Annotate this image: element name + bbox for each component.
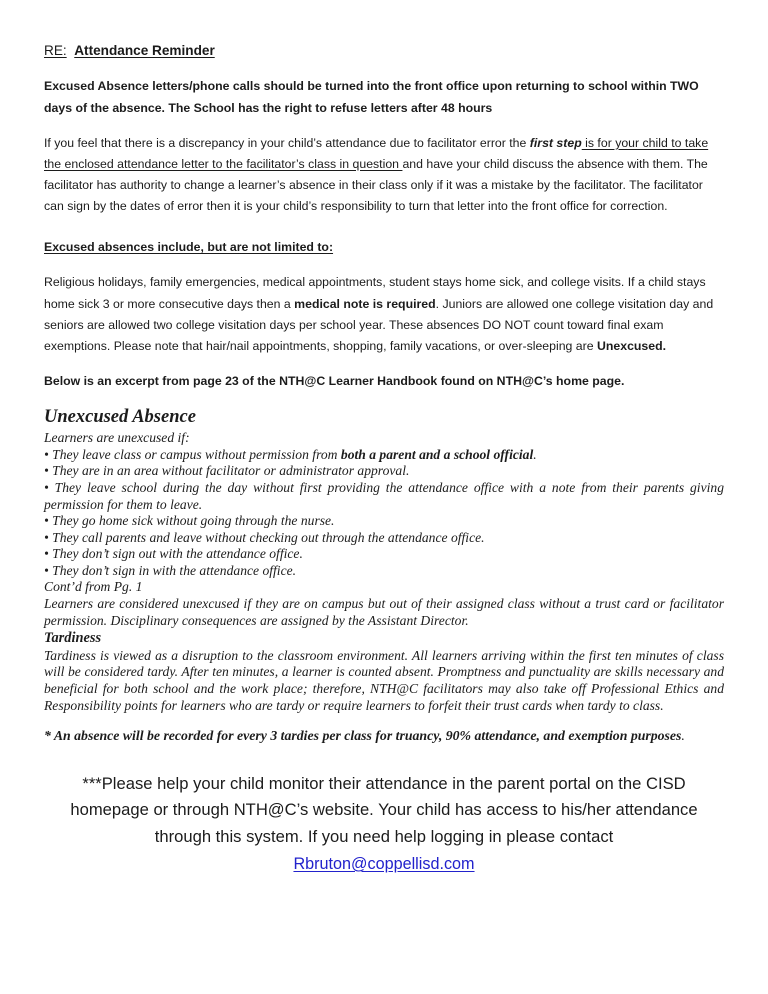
paragraph-contd-body: Learners are considered unexcused if they are on campus but out of their assigned class without a trust card or facilitator permission. Disciplinary consequences are assigned by the Assistant Director. <box>44 595 724 628</box>
list-item <box>44 563 724 580</box>
excerpt-intro-line: Learners are unexcused if: <box>44 430 190 446</box>
bullet-text-before: • They leave school during the day without first providing the attendance office with a note from their parents giving permission for them to leave. <box>44 479 724 512</box>
discrepancy-text-part2: and have your child discuss the absence with them. The facilitator has authority to change a learner’s absence in their class only if it was a mistake by the facilitator. The facilitator can sign by the dates of error then it is your child’s responsibility to turn that letter into the front office for correction. <box>44 156 708 214</box>
bullet-text-before: • They are in an area without facilitator or administrator approval. <box>44 463 410 479</box>
bullet-text-after: . <box>533 446 537 462</box>
bullet-text-before: • They leave class or campus without permission from <box>44 446 341 462</box>
note-tail: . <box>681 728 685 744</box>
paragraph-excerpt-intro: Below is an excerpt from page 23 of the NTH@C Learner Handbook found on NTH@C’s home page. <box>44 373 625 388</box>
heading-excused-absences: Excused absences include, but are not limited to: <box>44 240 334 255</box>
paragraph-excused-letters: Excused Absence letters/phone calls should be turned into the front office upon returning to school within TWO days of the absence. The School has the right to refuse letters after 48 hours <box>44 79 699 115</box>
closing-message: ***Please help your child monitor their attendance in the parent portal on the CISD homepage or through NTH@C’s website. Your child has access to his/her attendance through this system. If you need help logging in please contact <box>70 774 698 846</box>
list-item <box>44 447 724 464</box>
list-item <box>44 513 724 530</box>
heading-tardiness: Tardiness <box>44 630 102 647</box>
list-item <box>44 463 724 480</box>
title-prefix: RE: <box>44 43 67 58</box>
note-absence-tardies <box>44 727 724 745</box>
list-item <box>44 480 724 513</box>
document-body <box>44 41 724 877</box>
note-text: * An absence will be recorded for every 3 tardies per class for truancy, 90% attendance, and exemption purposes <box>44 728 682 744</box>
memo-section <box>44 76 724 392</box>
excused-body-part2: . Juniors are allowed one college visitation day and seniors are allowed two college visitation days per school year. These absences DO NOT count toward final exam exemptions. Please note that hair/nail appointments, shopping, family vacations, or over-sleeping are <box>44 296 714 353</box>
contact-email-link[interactable]: Rbruton@coppellisd.com <box>293 854 475 873</box>
paragraph-tardiness-body: Tardiness is viewed as a disruption to the classroom environment. All learners arriving within the first ten minutes of class will be considered tardy. After ten minutes, a learner is counted absent. Promptness and punctuality are skills necessary and beneficial for both school and the work place; therefore, NTH@C facilitators may also take off Professional Ethics and Responsibility points for learners who are tardy or require learners to forfeit their trust cards when tardy to class. <box>44 647 724 713</box>
bullet-text-before: • They call parents and leave without checking out through the attendance office. <box>44 529 485 545</box>
excused-body-unexcused: Unexcused. <box>597 338 667 353</box>
list-item <box>44 546 724 563</box>
excused-body-medical-note: medical note is required <box>294 296 436 311</box>
page-title <box>44 41 724 61</box>
contd-label: Cont’d from Pg. 1 <box>44 579 143 595</box>
bullet-text-bold: both a parent and a school official <box>340 446 534 462</box>
paragraph-discrepancy <box>44 133 724 218</box>
bullet-text-before: • They don’t sign in with the attendance office. <box>44 562 297 578</box>
title-main: Attendance Reminder <box>74 43 215 58</box>
discrepancy-underlined-instruction: is for your child to take the enclosed attendance letter to the facilitator’s class in question <box>44 135 709 171</box>
bullet-text-before: • They go home sick without going through the nurse. <box>44 513 335 529</box>
closing-block <box>44 771 724 877</box>
paragraph-excused-body <box>44 272 724 357</box>
heading-unexcused-absence: Unexcused Absence <box>44 407 196 428</box>
discrepancy-text-part1: If you feel that there is a discrepancy in your child’s attendance due to facilitator error the <box>44 135 530 150</box>
bullet-text-before: • They don’t sign out with the attendance office. <box>44 546 303 562</box>
discrepancy-first-step: first step <box>529 135 582 150</box>
excused-body-part1: Religious holidays, family emergencies, medical appointments, student stays home sick, and college visits. If a child stays home sick 3 or more consecutive days then a <box>44 275 706 311</box>
handbook-excerpt-section <box>44 406 724 745</box>
list-item <box>44 530 724 547</box>
